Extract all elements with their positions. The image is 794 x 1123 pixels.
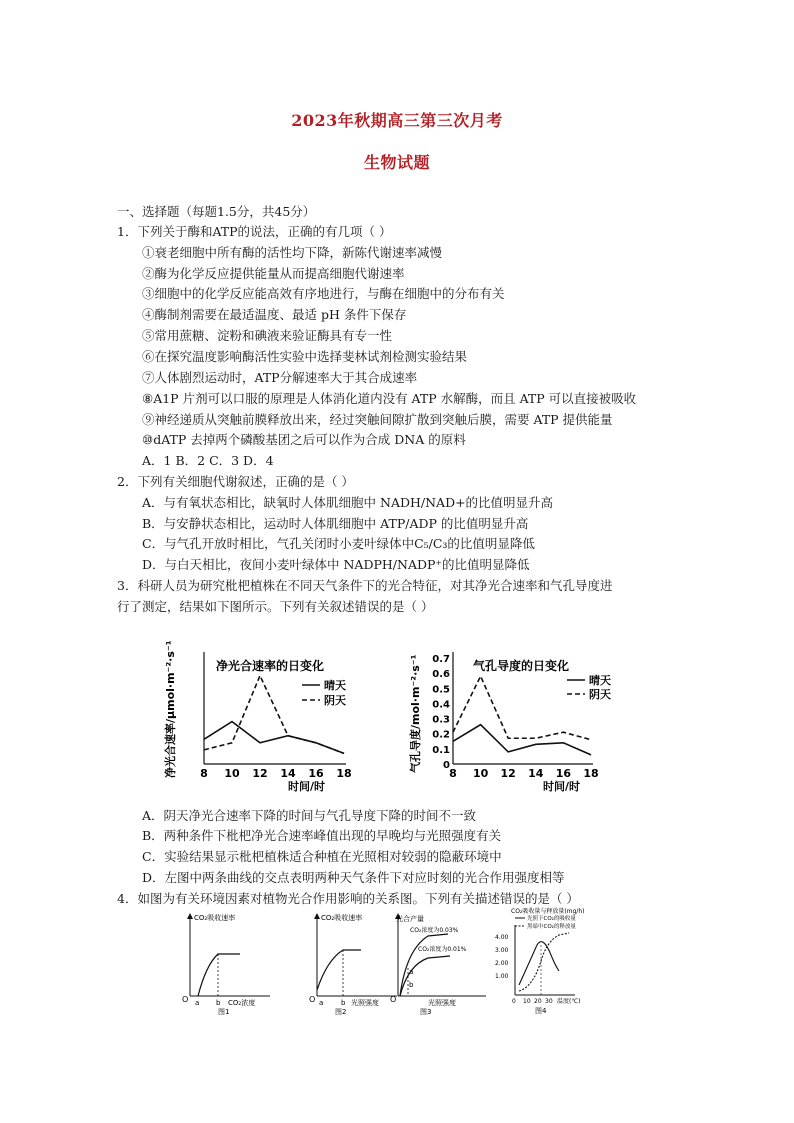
chart1-xlabel: 时间/时 bbox=[288, 780, 326, 793]
subject-title: 生物试题 bbox=[363, 153, 430, 172]
section-heading: 一、选择题（每题1.5分，共45分） bbox=[117, 204, 316, 219]
q4-figure-1 bbox=[178, 910, 278, 1015]
chart1-series-cloudy-line bbox=[204, 676, 344, 754]
q1-item: ⑧A1P 片剂可以口服的原理是人体消化道内没有 ATP 水解酶，而且 ATP 可以直接被吸收 bbox=[142, 391, 637, 406]
fig4-legend1: 光照下CO₂的吸收量 bbox=[527, 916, 576, 922]
fig4-xtick: 10 bbox=[523, 998, 531, 1005]
fig4-ytick: 2.00 bbox=[495, 960, 509, 967]
chart1-x-tick: 12 bbox=[252, 767, 268, 780]
chart2-title: 气孔导度的日变化 bbox=[473, 659, 570, 673]
q3-stem-line1: 3．科研人员为研究枇杷植株在不同天气条件下的光合特征，对其净光合速率和气孔导度进 bbox=[117, 578, 613, 593]
q4-stem: 4．如图为有关环境因素对植物光合作用影响的关系图。下列有关描述错误的是（ ） bbox=[117, 891, 579, 906]
chart1-x-tick: 18 bbox=[336, 767, 352, 780]
q1-item: ②酶为化学反应提供能量从而提高细胞代谢速率 bbox=[142, 266, 405, 281]
q3-option-b: B．两种条件下枇杷净光合速率峰值出现的早晚均与光照强度有关 bbox=[142, 828, 502, 843]
fig3-xlabel: 光照强度 bbox=[428, 999, 456, 1007]
fig4-ytick: 3.00 bbox=[495, 947, 509, 954]
q4-figure-4 bbox=[493, 905, 608, 1015]
chart1-legend-cloudy: 阴天 bbox=[324, 694, 346, 707]
q1-item: ⑦人体剧烈运动时，ATP分解速率大于其合成速率 bbox=[142, 370, 418, 385]
chart2-x-tick: 12 bbox=[500, 767, 516, 780]
exam-title: 2023年秋期高三第三次月考 bbox=[291, 111, 503, 130]
fig3-origin: O bbox=[390, 995, 397, 1004]
q3-option-a: A．阴天净光合速率下降的时间与气孔导度下降的时间不一致 bbox=[142, 808, 477, 823]
chart1-x-tick: 14 bbox=[280, 767, 296, 780]
chart1-legend bbox=[302, 678, 346, 707]
chart1-x-tick: 10 bbox=[224, 767, 240, 780]
fig1-origin: O bbox=[182, 995, 189, 1004]
fig4-legend2: 黑暗中CO₂的释放量 bbox=[527, 924, 576, 930]
fig4-caption: 图4 bbox=[535, 1007, 547, 1015]
chart2-series-sunny-line bbox=[453, 725, 591, 755]
chart1-title: 净光合速率的日变化 bbox=[216, 659, 325, 673]
q3-option-c: C．实验结果显示枇杷植株适合种植在光照相对较弱的隐蔽环境中 bbox=[142, 849, 502, 864]
fig1-xlabel: CO₂浓度 bbox=[228, 999, 256, 1007]
fig3-curve2-label: CO₂浓度为0.01% bbox=[418, 946, 467, 953]
q1-item: ③细胞中的化学反应能高效有序地进行，与酶在细胞中的分布有关 bbox=[142, 286, 505, 301]
chart1-x-tick: 16 bbox=[308, 767, 324, 780]
q2-option-d: D．与白天相比，夜间小麦叶绿体中 NADPH/NADP⁺的比值明显降低 bbox=[142, 557, 530, 572]
chart1-ylabel: 净光合速率/μmol·m⁻²·s⁻¹ bbox=[164, 640, 177, 778]
chart2-legend bbox=[567, 673, 611, 701]
q2-stem: 2．下列有关细胞代谢叙述，正确的是（ ） bbox=[117, 474, 354, 489]
chart2-legend-sunny: 晴天 bbox=[589, 674, 611, 687]
chart2-ylabel: 气孔导度/mol·m⁻²·s⁻¹ bbox=[409, 654, 422, 773]
fig1-caption: 图1 bbox=[218, 1008, 230, 1015]
q1-item: ⑨神经递质从突触前膜释放出来，经过突触间隙扩散到突触后膜，需要 ATP 提供能量 bbox=[142, 412, 613, 427]
q2-option-c: C．与气孔开放时相比，气孔关闭时小麦叶绿体中C₅/C₃的比值明显降低 bbox=[142, 536, 535, 551]
fig1-ylabel: CO₂吸收速率 bbox=[194, 914, 236, 922]
fig2-ylabel: CO₂吸收速率 bbox=[321, 914, 363, 922]
chart2-x-tick: 8 bbox=[449, 767, 457, 780]
chart2-y-tick: 0.3 bbox=[432, 714, 450, 726]
chart2-y-tick: 0.7 bbox=[432, 654, 450, 665]
q4-figure-3 bbox=[388, 910, 493, 1015]
fig3-curve1-label: CO₂浓度为0.03% bbox=[410, 927, 459, 934]
chart1-x-tick: 8 bbox=[200, 767, 208, 780]
fig2-b: b bbox=[341, 999, 346, 1007]
fig3-caption: 图3 bbox=[420, 1008, 432, 1015]
fig3-a: a bbox=[409, 968, 414, 976]
net-photosynthesis-chart bbox=[160, 628, 370, 798]
q2-option-b: B．与安静状态相比，运动时人体肌细胞中 ATP/ADP 的比值明显升高 bbox=[142, 516, 529, 531]
q1-item: ④酶制剂需要在最适温度、最适 pH 条件下保存 bbox=[142, 307, 407, 322]
q1-stem: 1．下列关于酶和ATP的说法，正确的有几项（ ） bbox=[117, 224, 392, 239]
chart2-y-tick: 0.6 bbox=[432, 669, 450, 681]
chart1-legend-sunny: 晴天 bbox=[324, 679, 346, 692]
chart2-series-cloudy-line bbox=[453, 676, 591, 740]
q3-stem-line2: 行了测定，结果如下图所示。下列有关叙述错误的是（ ） bbox=[117, 599, 434, 614]
fig1-b: b bbox=[216, 999, 221, 1007]
chart2-y-tick: 0.2 bbox=[432, 729, 450, 741]
stomatal-conductance-chart bbox=[405, 628, 625, 798]
fig2-xlabel: 光照强度 bbox=[351, 999, 379, 1007]
chart2-x-tick: 14 bbox=[528, 767, 544, 780]
chart2-xlabel: 时间/时 bbox=[543, 780, 581, 793]
fig4-xtick: 30 bbox=[545, 998, 553, 1005]
fig4-ytick: 1.00 bbox=[495, 973, 509, 980]
q1-item: ⑥在探究温度影响酶活性实验中选择斐林试剂检测实验结果 bbox=[142, 349, 468, 364]
chart2-x-tick: 10 bbox=[472, 767, 489, 780]
chart2-y-tick: 0.1 bbox=[432, 744, 450, 756]
fig4-ylabel: CO₂吸收量与释放量(mg/h) bbox=[511, 908, 585, 915]
fig4-xtick: 0 bbox=[512, 998, 516, 1005]
fig1-a: a bbox=[195, 999, 200, 1007]
chart2-y-tick: 0 bbox=[443, 760, 450, 771]
fig3-ylabel: 光合产量 bbox=[396, 915, 424, 923]
q2-option-a: A．与有氧状态相比，缺氧时人体肌细胞中 NADH/NAD+的比值明显升高 bbox=[142, 495, 554, 510]
chart2-x-tick: 18 bbox=[583, 767, 599, 780]
q3-option-d: D．左图中两条曲线的交点表明两种天气条件下对应时刻的光合作用强度相等 bbox=[142, 870, 565, 885]
q1-item: ⑤常用蔗糖、淀粉和碘液来验证酶具有专一性 bbox=[142, 328, 393, 343]
chart1-series-sunny-line bbox=[204, 722, 344, 754]
fig3-b: b bbox=[409, 981, 414, 989]
chart2-y-tick: 0.5 bbox=[432, 684, 450, 696]
fig4-ytick: 4.00 bbox=[495, 934, 509, 941]
q1-options: A．1 B．2 C．3 D．4 bbox=[142, 453, 274, 468]
chart2-y-tick: 0.4 bbox=[432, 699, 450, 711]
chart2-legend-cloudy: 阴天 bbox=[589, 688, 611, 701]
fig2-origin: O bbox=[309, 995, 316, 1004]
q1-item: ⑩dATP 去掉两个磷酸基团之后可以作为合成 DNA 的原料 bbox=[142, 432, 466, 447]
fig2-a: a bbox=[319, 999, 324, 1007]
q1-item: ①衰老细胞中所有酶的活性均下降，新陈代谢速率减慢 bbox=[142, 245, 443, 260]
chart2-x-tick: 16 bbox=[555, 767, 572, 780]
fig2-caption: 图2 bbox=[335, 1008, 347, 1015]
fig4-xtick: 20 bbox=[534, 998, 542, 1005]
fig4-xlabel: 温度(℃) bbox=[557, 998, 581, 1005]
